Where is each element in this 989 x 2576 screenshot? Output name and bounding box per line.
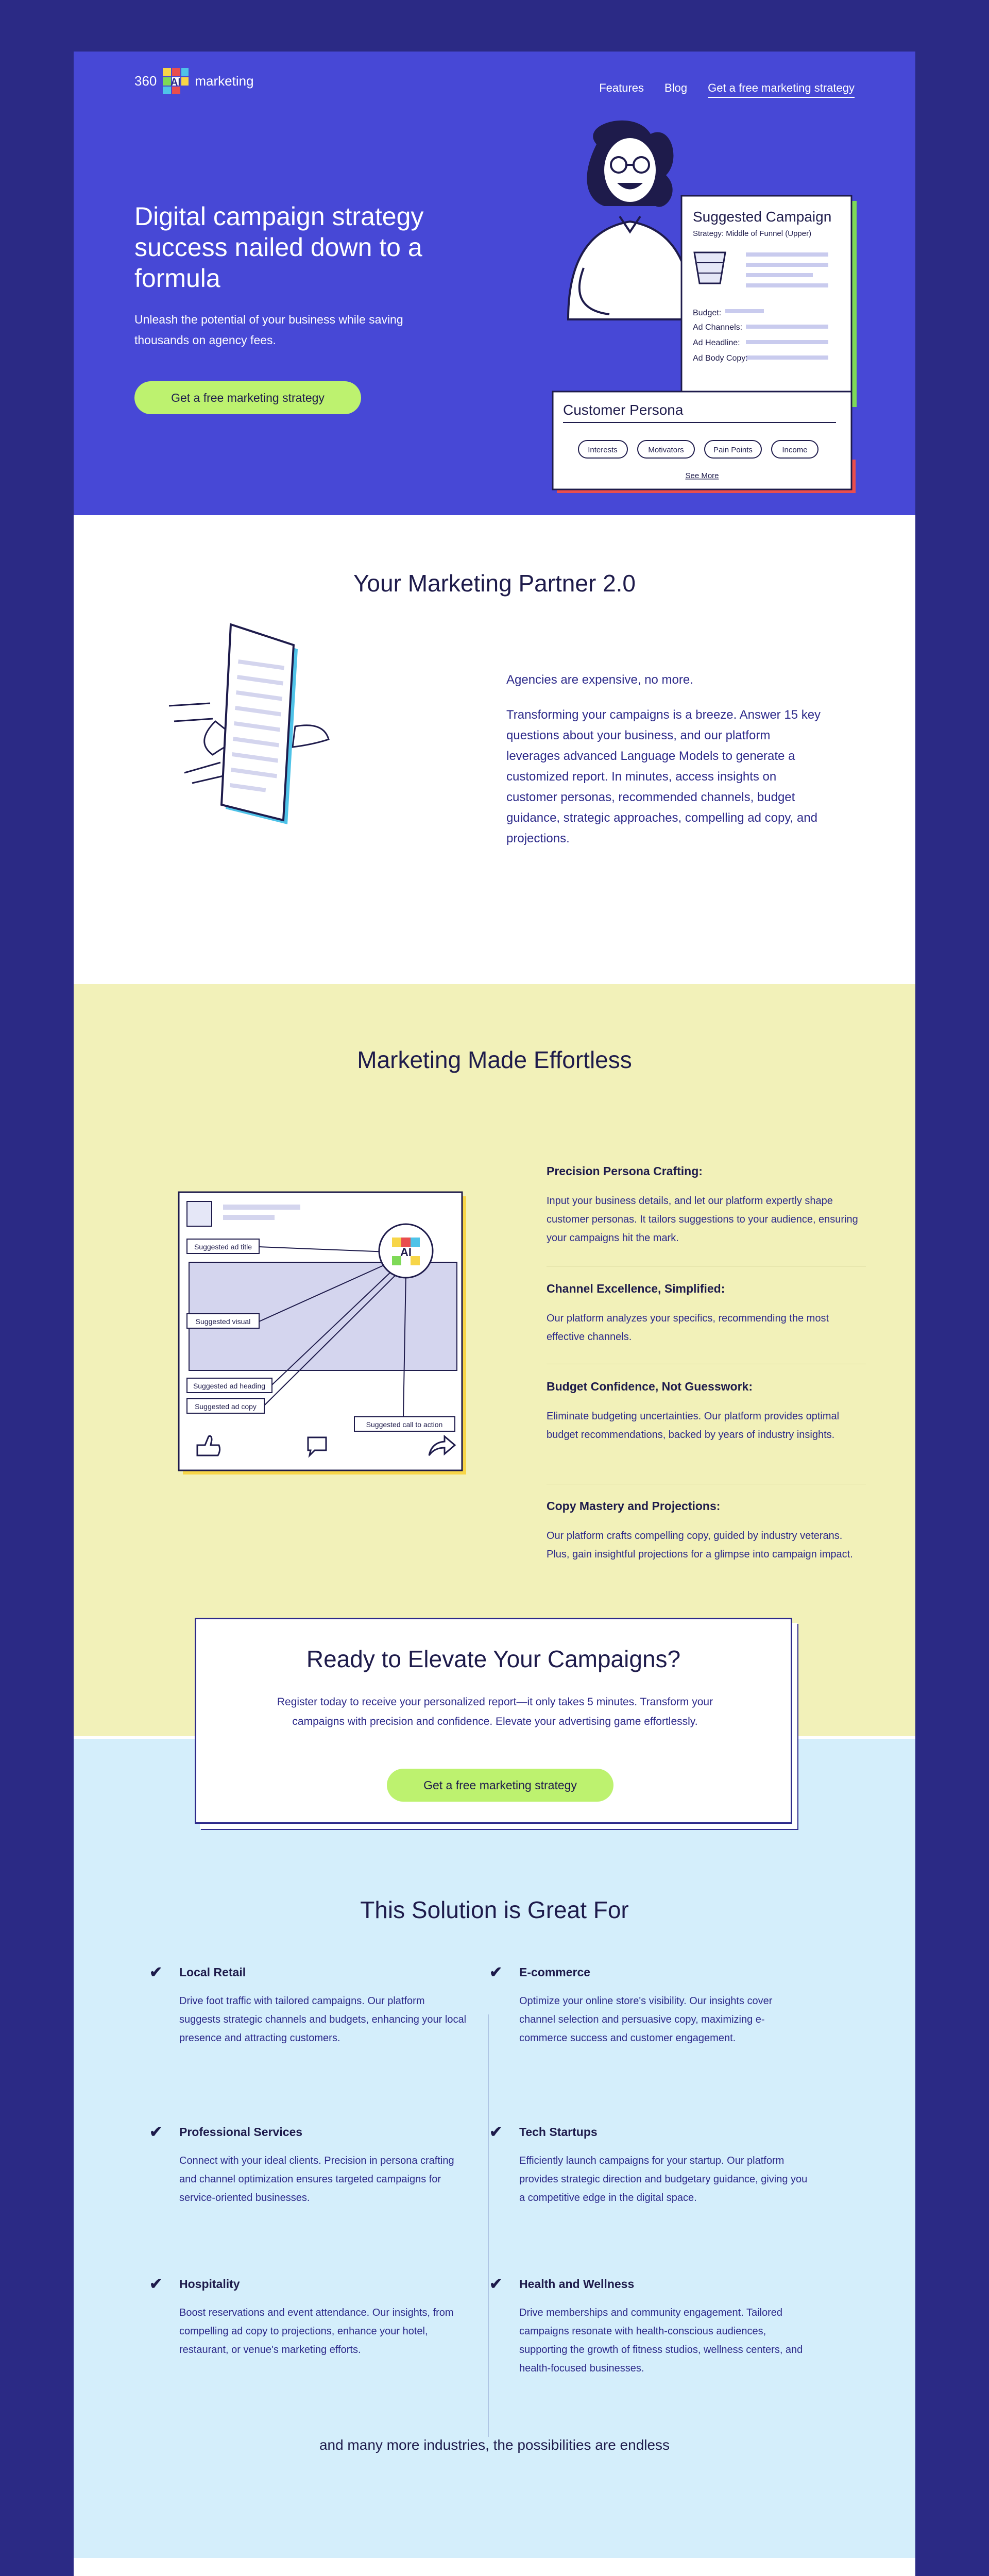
partner-body: Transforming your campaigns is a breeze. Answer 15 key questions about your business, and our platform leverages advanced Language Models to generate a customized report. In minutes, access insights on customer personas, recommended channels, budget guidance, strategic approaches, compelling ad copy, and projections. [506,708,821,845]
label-call-to-action: Suggested call to action [366,1420,443,1429]
checkmark-icon: ✔ [149,1964,163,1981]
partner-lead: Agencies are expensive, no more. [506,673,693,687]
label-ad-title: Suggested ad title [194,1243,252,1251]
great-for-title: This Solution is Great For [360,1896,629,1923]
persona-chip-pain-points: Pain Points [713,446,753,454]
feature-title: Channel Excellence, Simplified: [547,1282,725,1295]
campaign-card-title: Suggested Campaign [693,209,832,225]
feature-text: Our platform crafts compelling copy, guided by industry veterans. Plus, gain insightful projections for a glimpse into campaign impact. [547,1530,853,1560]
main-nav [599,81,855,98]
industry-tech-startups [489,2124,808,2207]
feature-channel [547,1282,866,1346]
industry-title: Local Retail [179,1965,246,1979]
partner-title: Your Marketing Partner 2.0 [353,570,636,597]
industry-local-retail [149,1964,468,2047]
industry-title: Health and Wellness [519,2277,635,2291]
checkmark-icon: ✔ [489,2276,503,2293]
faq-section [74,2558,915,2576]
campaign-card-strategy: Strategy: Middle of Funnel (Upper) [693,229,812,238]
industry-text: Drive memberships and community engagement. Tailored campaigns resonate with health-conscious audiences, supporting the growth of fitness studios, wellness centers, and health-focused businesses. [519,2307,803,2374]
feature-text: Eliminate budgeting uncertainties. Our platform provides optimal budget recommendations, backed by years of industry insights. [547,1411,840,1440]
hero-illustration [548,113,877,500]
logo-word: marketing [195,73,254,89]
hero-section [74,52,915,515]
persona-chip-income: Income [782,446,808,454]
feature-budget [547,1380,866,1444]
feature-title: Budget Confidence, Not Guesswork: [547,1380,753,1393]
hero-title: Digital campaign strategy success nailed down to a formula [134,202,424,293]
nav-link-free-strategy[interactable]: Get a free marketing strategy [708,81,855,98]
mockup-ai-label: AI [400,1246,412,1259]
industry-title: E-commerce [519,1965,591,1979]
checkmark-icon: ✔ [489,2124,503,2141]
cta-title: Ready to Elevate Your Campaigns? [306,1646,681,1672]
industry-ecommerce [489,1964,808,2047]
woman-illustration-icon [568,121,692,319]
page [74,52,915,2576]
cta-button[interactable]: Get a free marketing strategy [387,1769,613,1802]
persona-see-more-link: See More [685,471,719,480]
industry-professional-services [149,2124,468,2207]
field-ad-channels: Ad Channels: [693,323,743,332]
checkmark-icon: ✔ [149,2276,163,2293]
logo-mark: AI [170,77,181,88]
industry-title: Hospitality [179,2277,240,2291]
logo-ai-icon [162,67,190,95]
feature-persona [547,1164,866,1247]
industry-hospitality [149,2276,468,2359]
industry-title: Professional Services [179,2125,303,2139]
hero-cta-button[interactable]: Get a free marketing strategy [134,381,361,414]
ad-mockup-illustration [177,1190,470,1479]
partner-text [506,670,826,863]
field-budget: Budget: [693,309,722,317]
logo-number: 360 [134,73,157,89]
industry-text: Optimize your online store's visibility. Our insights cover channel selection and persuasive copy, maximizing e-commerce success and customer engagement. [519,1995,773,2044]
feature-copy [547,1499,866,1564]
flying-document-icon [164,618,370,855]
persona-card-title: Customer Persona [563,402,684,418]
feature-title: Copy Mastery and Projections: [547,1499,721,1513]
feature-title: Precision Persona Crafting: [547,1164,703,1178]
persona-chip-interests: Interests [588,446,618,454]
checkmark-icon: ✔ [489,1964,503,1981]
industry-title: Tech Startups [519,2125,598,2139]
label-ad-copy: Suggested ad copy [195,1402,257,1411]
industries-endless-text: and many more industries, the possibilities are endless [319,2437,670,2453]
site-logo[interactable] [134,67,254,95]
hero-subtitle: Unleash the potential of your business while saving thousands on agency fees. [134,313,403,347]
feature-text: Our platform analyzes your specifics, recommending the most effective channels. [547,1313,829,1343]
checkmark-icon: ✔ [149,2124,163,2141]
feature-text: Input your business details, and let our platform expertly shape customer personas. It tailors suggestions to your audience, ensuring your campaigns hit the mark. [547,1195,858,1244]
great-for-divider [488,2014,489,2437]
nav-link-blog[interactable]: Blog [664,81,688,94]
funnel-icon [694,252,725,283]
industry-text: Drive foot traffic with tailored campaigns. Our platform suggests strategic channels and budgets, enhancing your local presence and attracting customers. [179,1995,467,2044]
persona-chip-motivators: Motivators [648,446,684,454]
field-ad-headline: Ad Headline: [693,338,740,347]
nav-link-features[interactable]: Features [599,81,644,94]
cta-text: Register today to receive your personalized report—it only takes 5 minutes. Transform your campaigns with precision and confidence. Elevate your advertising game effortlessly. [277,1696,713,1727]
industry-text: Connect with your ideal clients. Precision in persona crafting and channel optimization ensures targeted campaigns for service-oriented businesses. [179,2155,454,2204]
cta-box-primary [195,1618,792,1824]
partner-section [74,515,915,984]
field-ad-body-copy: Ad Body Copy: [693,354,748,363]
industry-text: Boost reservations and event attendance. Our insights, from compelling ad copy to projections, enhance your hotel, restaurant, or venue's marketing efforts. [179,2307,454,2355]
industry-text: Efficiently launch campaigns for your startup. Our platform provides strategic direction and budgetary guidance, giving you a competitive edge in the digital space. [519,2155,808,2204]
effortless-title: Marketing Made Effortless [357,1046,632,1073]
industry-health-wellness [489,2276,808,2378]
label-visual: Suggested visual [195,1317,251,1326]
label-ad-heading: Suggested ad heading [193,1382,266,1390]
